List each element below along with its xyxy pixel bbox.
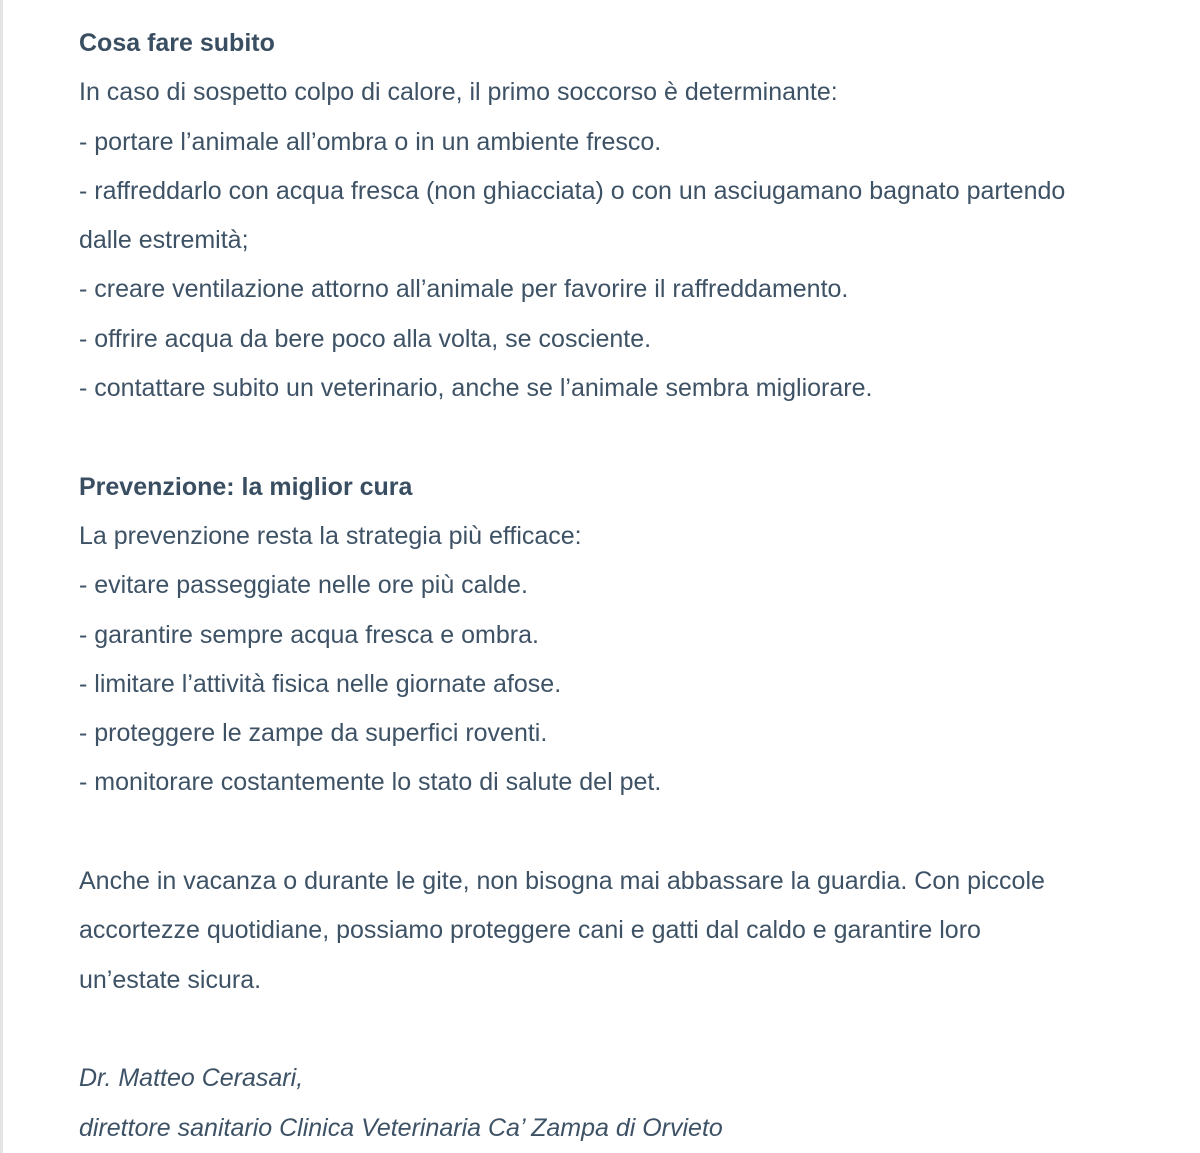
signature-line: direttore sanitario Clinica Veterinaria Ca’ Zampa di Orvieto — [79, 1113, 723, 1142]
section-heading: Cosa fare subito — [79, 29, 275, 57]
list-item-continuation: dalle estremità; — [79, 226, 249, 255]
section-heading: Prevenzione: la miglior cura — [79, 472, 413, 501]
closing-line: accortezze quotidiane, possiamo proteggere cani e gatti dal caldo e garantire loro — [79, 916, 981, 945]
section-spacer — [79, 808, 1200, 857]
list-item: - garantire sempre acqua fresca e ombra. — [79, 620, 539, 649]
section-spacer — [79, 413, 1200, 462]
intro-line: In caso di sospetto colpo di calore, il primo soccorso è determinante: — [79, 78, 838, 107]
closing-line: Anche in vacanza o durante le gite, non bisogna mai abbassare la guardia. Con piccole — [79, 867, 1045, 896]
closing-line: un’estate sicura. — [79, 965, 262, 994]
list-item: - monitorare costantemente lo stato di salute del pet. — [79, 768, 662, 797]
list-item: - proteggere le zampe da superfici roventi. — [79, 719, 548, 748]
list-item: - offrire acqua da bere poco alla volta, se cosciente. — [79, 324, 652, 353]
list-item: - raffreddarlo con acqua fresca (non ghiacciata) o con un asciugamano bagnato partendo — [79, 176, 1066, 205]
signature-line: Dr. Matteo Cerasari, — [79, 1064, 304, 1093]
list-item: - limitare l’attività fisica nelle giornate afose. — [79, 669, 562, 698]
list-item: - portare l’animale all’ombra o in un ambiente fresco. — [79, 127, 662, 156]
list-item: - contattare subito un veterinario, anche se l’animale sembra migliorare. — [79, 374, 873, 403]
list-item: - evitare passeggiate nelle ore più calde. — [79, 571, 528, 600]
intro-line: La prevenzione resta la strategia più efficace: — [79, 521, 582, 550]
list-item: - creare ventilazione attorno all’animale per favorire il raffreddamento. — [79, 275, 849, 304]
section-spacer — [79, 1005, 1200, 1054]
